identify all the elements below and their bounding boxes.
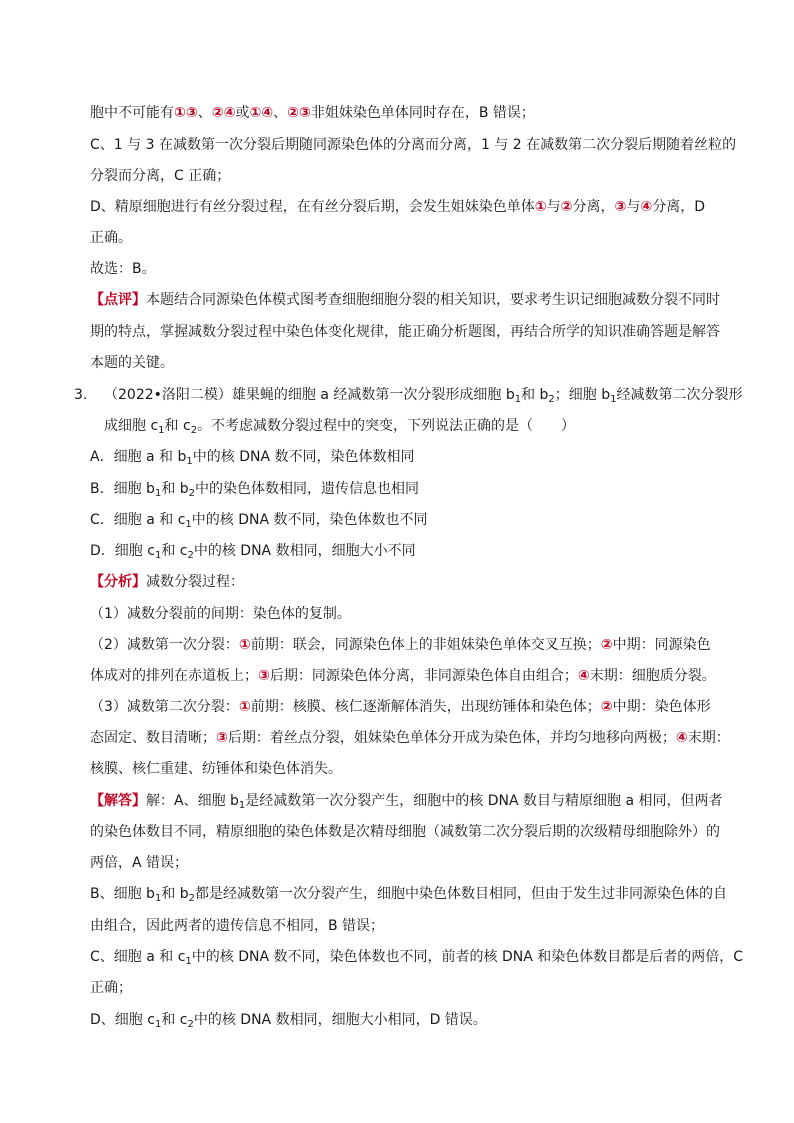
q2-choice-line: 故选：B。 [90,261,156,277]
subscript: 2 [188,893,196,904]
q3-stem-line-1 [104,386,743,404]
q2-explanation-line-2: C、1 与 3 在减数第一次分裂后期随同源染色体的分离而分离，1 与 2 在减数第二次分裂后期随着丝粒的 [90,137,737,153]
q3-analysis-line-5 [90,729,730,747]
circled-number: ④ [675,730,688,746]
text: 非姐妹染色单体同时存在，B 错误； [310,105,535,121]
text: 胞中不可能有 [90,105,174,121]
subscript: 2 [187,550,194,561]
q3-option-c [90,511,428,529]
text: 后期：着丝点分裂，姐妹染色单体分开成为染色体，并均匀地移向两极； [227,730,676,746]
circled-number: ① [238,699,251,715]
q3-stem-line-2 [104,417,575,435]
q3-analysis-line-3 [90,667,716,685]
text: 减数分裂过程： [146,574,244,590]
text: 与 [546,199,561,215]
text: 分离， [572,199,615,215]
subscript: 1 [185,519,192,530]
subscript: 1 [610,394,617,405]
text: 是经减数第一次分裂产生，细胞中的核 DNA 数目与精原细胞 a 相同，但两者 [245,793,723,809]
subscript: 1 [238,800,246,811]
text: 和 c [161,543,188,559]
text: 中的核 DNA 数不同，染色体数也不同，前者的核 DNA 和染色体数目都是后者的两倍，C [191,949,744,965]
q2-comment-line-3: 本题的关键。 [90,355,174,371]
subscript: 1 [514,394,522,405]
text: 本题结合同源染色体模式图考查细胞细胞分裂的相关知识，要求考生识记细胞减数分裂不同时 [146,292,720,308]
q3-option-b [90,480,419,498]
question-number: 3. [74,387,88,403]
text: 、 [273,105,288,121]
subscript: 2 [548,394,555,405]
text: 后期：同源染色体分离，非同源染色体自由组合； [269,668,578,684]
subscript: 1 [154,893,162,904]
text: B、细胞 b [90,886,155,902]
text: B．细胞 b [90,481,155,497]
text: 。不考虑减数分裂过程中的突变，下列说法正确的是（ ） [197,418,576,434]
q3-option-d [90,542,416,560]
circled-number: ② [600,637,613,653]
text: 和 c [164,418,191,434]
text: 和 b [161,481,189,497]
q2-explanation-line-5: 正确。 [90,230,132,246]
circled-numbers: ①③ [174,105,198,121]
q3-analysis-line-1: （1）减数分裂前的间期：染色体的复制。 [90,606,351,622]
text: 、 [197,105,212,121]
text: A．细胞 a 和 b [90,449,187,465]
text: （2）减数第一次分裂： [90,637,239,653]
circled-number: ④ [577,668,590,684]
text: 或 [235,105,250,121]
text: 都是经减数第一次分裂产生，细胞中染色体数目相同，但由于发生过非同源染色体的自 [195,886,728,902]
subscript: 2 [188,488,196,499]
subscript: 1 [154,488,162,499]
text: 和 c [161,1012,188,1028]
text: 和 b [161,886,189,902]
text: 态固定、数目清晰； [90,730,216,746]
text: （2022•洛阳二模）雄果蝇的细胞 a 经减数第一次分裂形成细胞 b [104,387,515,403]
circled-number: ① [534,199,547,215]
text: 与 [626,199,641,215]
q3-answer-line-7: 正确； [90,980,132,996]
q2-explanation-line-3: 分裂而分离，C 正确； [90,168,231,184]
q3-analysis-line-2 [90,636,711,654]
circled-number: ① [238,637,251,653]
text: 中的核 DNA 数相同，细胞大小相同，D 错误。 [193,1012,487,1028]
q3-answer-line-2: 的染色体数目不同，精原细胞的染色体数是次精母细胞（减数第二次分裂后期的次级精母细胞除外）的 [90,824,720,840]
text: 中的染色体数相同，遗传信息也相同 [195,481,420,497]
text: D．细胞 c [90,543,155,559]
text: （3）减数第二次分裂： [90,699,239,715]
text: 中的核 DNA 数不同，染色体数也不同 [191,512,428,528]
text: 前期：联会，同源染色体上的非姐妹染色单体交叉互换； [250,637,601,653]
text: 解：A、细胞 b [146,793,239,809]
q2-explanation-line-1 [90,104,535,122]
q3-analysis-line-6: 核膜、核仁重建、纺锤体和染色体消失。 [90,761,342,777]
circled-numbers: ①④ [249,105,274,121]
answer-tag: 【解答】 [90,793,146,809]
q3-answer-line-6 [90,948,743,966]
text: C．细胞 a 和 c [90,512,186,528]
text: 末期： [687,730,730,746]
text: 和 b [521,387,549,403]
q3-answer-line-5: 由组合，因此两者的遗传信息不相同，B 错误； [90,918,385,934]
q3-option-a [90,448,415,466]
q2-comment-line-2: 期的特点，掌握减数分裂过程中染色体变化规律，能正确分析题图，再结合所学的知识准确答题是解答 [90,324,720,340]
text: 中期：染色体形 [612,699,711,715]
circled-number: ③ [216,730,228,746]
subscript: 1 [158,425,165,436]
text: C、细胞 a 和 c [90,949,186,965]
text: 末期：细胞质分裂。 [589,668,716,684]
text: D、细胞 c [90,1012,155,1028]
circled-numbers: ②③ [287,105,311,121]
subscript: 1 [186,456,193,467]
analysis-tag: 【分析】 [90,574,146,590]
subscript: 1 [185,956,192,967]
text: 中期：同源染色 [612,637,711,653]
q2-explanation-line-4 [90,198,705,216]
q3-answer-line-3: 两倍，A 错误； [90,855,189,871]
q3-analysis-line-4 [90,698,711,716]
circled-number: ③ [614,199,627,215]
text: 经减数第二次分裂形 [616,387,743,403]
text: D、精原细胞进行有丝分裂过程，在有丝分裂后期，会发生姐妹染色单体 [90,199,535,215]
circled-number: ④ [640,199,653,215]
q3-answer-line-1 [90,792,723,810]
subscript: 2 [187,1019,194,1030]
circled-numbers: ②④ [211,105,236,121]
text: ；细胞 b [554,387,611,403]
text: 中的核 DNA 数不同，染色体数相同 [192,449,415,465]
q3-answer-line-8 [90,1011,487,1029]
circled-number: ③ [258,668,270,684]
subscript: 1 [154,1019,162,1030]
text: 成细胞 c [104,418,159,434]
circled-number: ② [560,199,573,215]
subscript: 1 [154,550,162,561]
q2-comment-line-1 [90,291,720,309]
comment-tag: 【点评】 [90,292,146,308]
subscript: 2 [190,425,198,436]
text: 中的核 DNA 数相同，细胞大小不同 [193,543,416,559]
text: 分离，D [652,199,705,215]
q3-analysis-title [90,573,244,591]
text: 前期：核膜、核仁逐渐解体消失，出现纺锤体和染色体； [250,699,601,715]
circled-number: ② [600,699,613,715]
q3-answer-line-4 [90,885,727,903]
text: 体成对的排列在赤道板上； [90,668,258,684]
